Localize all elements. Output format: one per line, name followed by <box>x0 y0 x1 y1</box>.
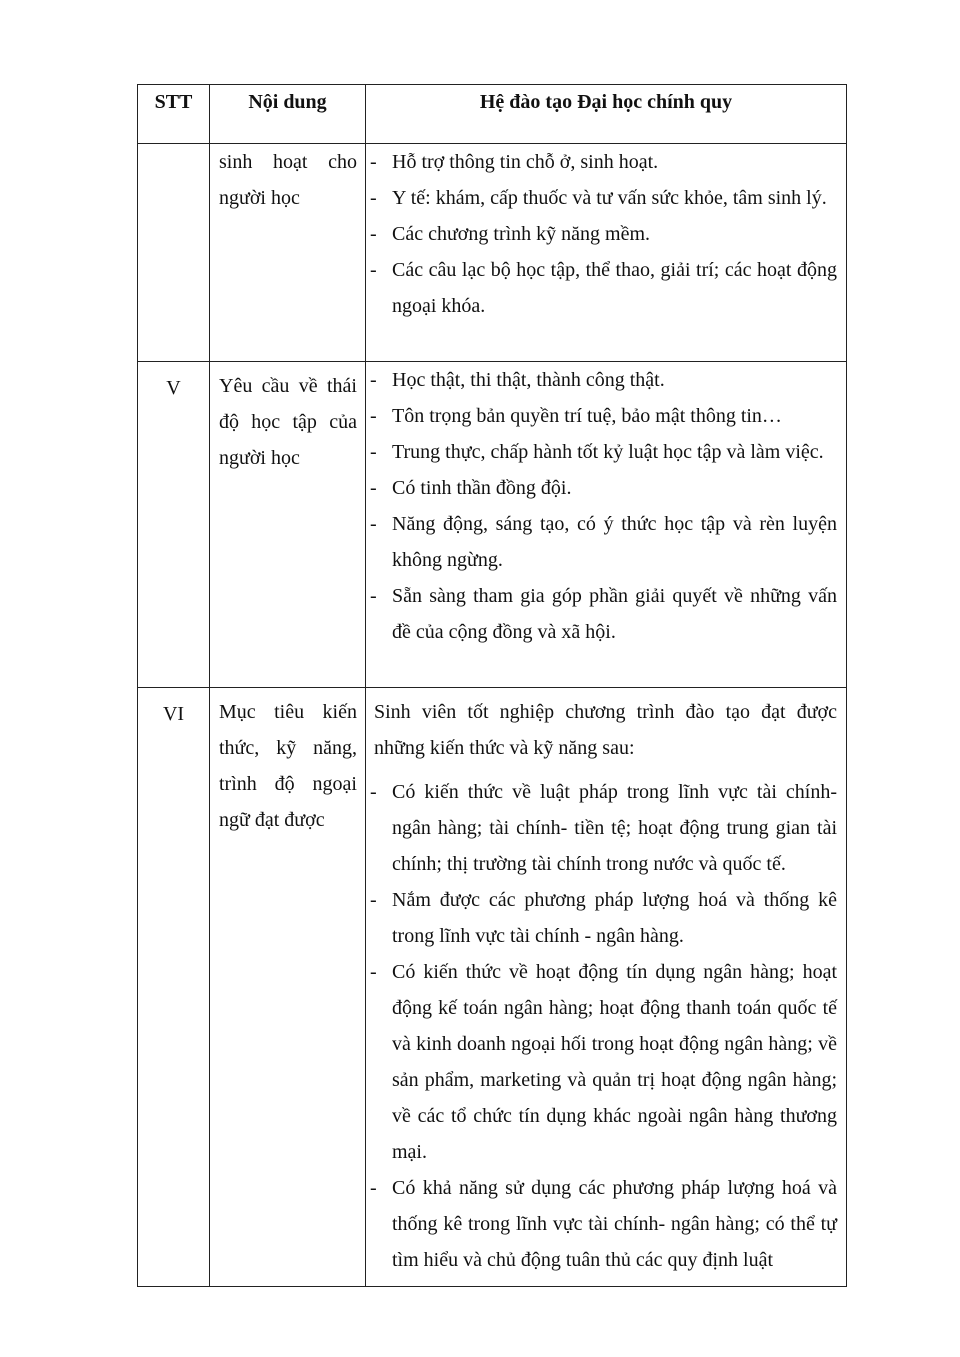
intro-paragraph: Sinh viên tốt nghiệp chương trình đào tạo đạt được những kiến thức và kỹ năng sau: <box>374 701 837 759</box>
content-line: người học <box>219 447 300 469</box>
bullet-item: - Tôn trọng bản quyền trí tuệ, bảo mật thông tin… <box>366 398 846 434</box>
table-row <box>138 144 847 362</box>
table-header-row <box>138 85 847 144</box>
content-line: trình độ ngoại <box>219 773 357 795</box>
curriculum-table <box>137 84 847 1287</box>
row-content <box>210 362 366 688</box>
bullet-item: - Có kiến thức về luật pháp trong lĩnh vực tài chính- ngân hàng; tài chính- tiền tệ; hoạt động trung gian tài chính; thị trường tài chính trong nước và quốc tế. <box>366 774 846 882</box>
bullet-item: - Năng động, sáng tạo, có ý thức học tập và rèn luyện không ngừng. <box>366 506 846 578</box>
row-content <box>210 688 366 1287</box>
row-details <box>366 688 847 1287</box>
row-stt: VI <box>138 688 210 1287</box>
header-stt: STT <box>138 85 210 144</box>
content-line: sinh hoạt cho <box>219 151 357 173</box>
content-line: thức, kỹ năng, <box>219 737 357 759</box>
bullet-item: - Có kiến thức về hoạt động tín dụng ngân hàng; hoạt động kế toán ngân hàng; hoạt động thanh toán quốc tế và kinh doanh ngoại hối trong hoạt động ngân hàng; về sản phẩm, marketing và quản trị hoạt động ngân hàng; về các tổ chức tín dụng khác ngoài ngân hàng thương mại. <box>366 954 846 1170</box>
bullet-item: - Các chương trình kỹ năng mềm. <box>366 216 846 252</box>
table-row <box>138 362 847 688</box>
row-details <box>366 144 847 362</box>
bullet-list <box>366 774 846 1278</box>
bullet-item: - Học thật, thi thật, thành công thật. <box>366 362 846 398</box>
row-stt <box>138 144 210 362</box>
content-line: độ học tập của <box>219 411 357 433</box>
bullet-list <box>366 144 846 324</box>
content-line: Mục tiêu kiến <box>219 701 357 723</box>
content-line: Yêu cầu về thái <box>219 375 357 397</box>
bullet-item: - Y tế: khám, cấp thuốc và tư vấn sức khỏe, tâm sinh lý. <box>366 180 846 216</box>
bullet-item: - Sẵn sàng tham gia góp phần giải quyết về những vấn đề của cộng đồng và xã hội. <box>366 578 846 650</box>
bullet-list <box>366 362 846 650</box>
header-program: Hệ đào tạo Đại học chính quy <box>366 85 847 144</box>
content-line: ngữ đạt được <box>219 809 325 831</box>
header-content: Nội dung <box>210 85 366 144</box>
content-line: người học <box>219 187 300 209</box>
bullet-item: - Có khả năng sử dụng các phương pháp lượng hoá và thống kê trong lĩnh vực tài chính- ngân hàng; có thể tự tìm hiểu và chủ động tuân thủ các quy định luật <box>366 1170 846 1278</box>
bullet-item: - Nắm được các phương pháp lượng hoá và thống kê trong lĩnh vực tài chính - ngân hàng. <box>366 882 846 954</box>
bullet-item: - Các câu lạc bộ học tập, thể thao, giải trí; các hoạt động ngoại khóa. <box>366 252 846 324</box>
table-row <box>138 688 847 1287</box>
row-content <box>210 144 366 362</box>
bullet-item: - Trung thực, chấp hành tốt kỷ luật học tập và làm việc. <box>366 434 846 470</box>
bullet-item: - Có tinh thần đồng đội. <box>366 470 846 506</box>
row-details <box>366 362 847 688</box>
row-stt: V <box>138 362 210 688</box>
bullet-item: - Hỗ trợ thông tin chỗ ở, sinh hoạt. <box>366 144 846 180</box>
